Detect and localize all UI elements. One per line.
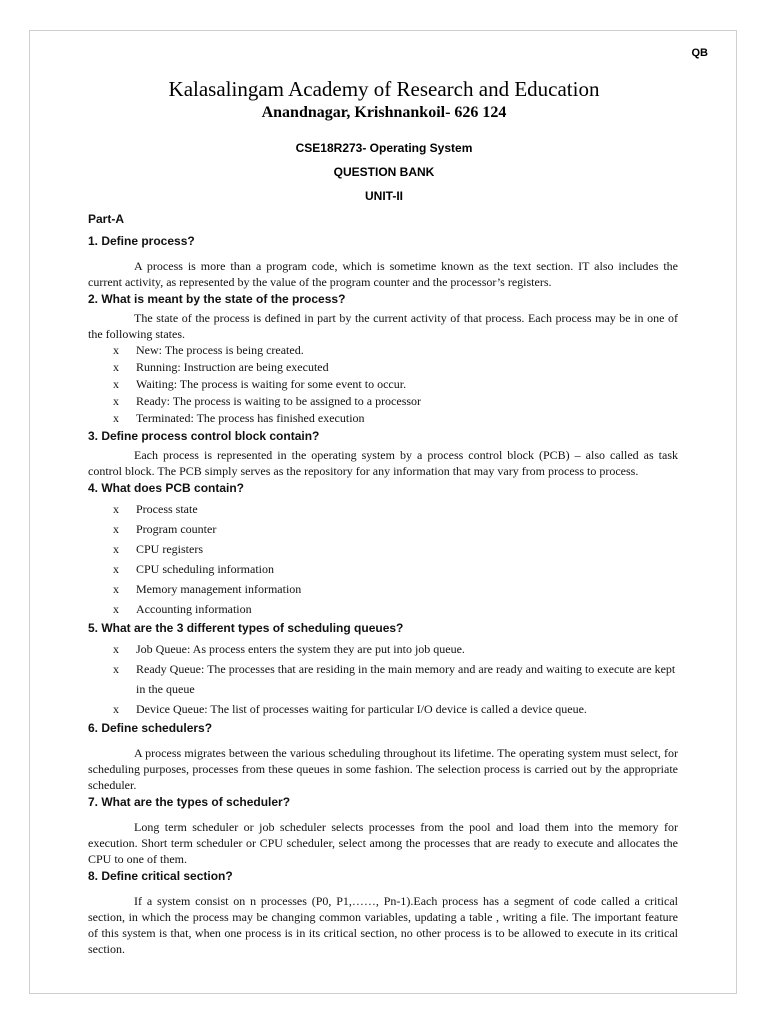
question-title: What is meant by the state of the process? [101,292,346,306]
list-item: x Process state [88,499,678,519]
question-number: 3. [88,429,102,443]
list-item: x Device Queue: The list of processes waiting for particular I/O device is called a device queue. [88,699,678,719]
question-title: Define schedulers? [101,721,213,735]
list-item: x Running: Instruction are being executed [113,360,329,374]
question-heading [88,292,678,307]
bullet-marker: x [113,642,119,656]
list-item: x CPU scheduling information [88,559,678,579]
bullet-marker: x [113,702,119,716]
answer-paragraph: Long term scheduler or job scheduler selects processes from the pool and load them into the memory for execution. Short term scheduler or CPU scheduler, select among the processes that are ready to execute and allocates the CPU to one of them. [88,820,678,866]
list-item: x CPU registers [88,539,678,559]
bullet-marker: x [113,582,119,596]
bullet-list [88,342,678,427]
document-title: QUESTION BANK [333,165,435,179]
question-heading [88,429,678,444]
list-item: x Ready: The process is waiting to be assigned to a processor [113,394,422,408]
bullet-list [88,499,678,619]
list-item: x Program counter [88,519,678,539]
question-number: 2. [88,292,102,306]
bullet-marker: x [113,360,119,374]
bullet-marker: x [113,411,119,425]
question-title: What are the types of scheduler? [101,795,291,809]
question-heading [88,721,678,736]
bullet-marker: x [113,343,119,357]
question-title: What are the 3 different types of scheduling queues? [101,621,404,635]
bullet-marker: x [113,562,119,576]
institution-address: Anandnagar, Krishnankoil- 626 124 [261,104,507,121]
list-item: x New: The process is being created. [113,343,304,357]
answer-paragraph: A process migrates between the various scheduling throughout its lifetime. The operating system must select, for scheduling purposes, processes from these queues in some fashion. The selection process is carried out by the appropriate scheduler. [88,746,678,792]
answer-paragraph: A process is more than a program code, which is sometime known as the text section. IT also includes the current activity, as represented by the value of the program counter and the processor’s registers. [88,259,678,289]
question-heading [88,234,678,249]
course-title: CSE18R273- Operating System [295,141,473,155]
question-heading [88,621,678,636]
bullet-marker: x [113,394,119,408]
bullet-marker: x [113,602,119,616]
institution-name: Kalasalingam Academy of Research and Education [168,77,600,101]
answer-paragraph: Each process is represented in the operating system by a process control block (PCB) – also called as task control block. The PCB simply serves as the repository for any information that may vary from process to process. [88,448,678,478]
unit-heading: UNIT-II [365,189,403,203]
question-heading [88,481,678,496]
question-number: 6. [88,721,102,735]
bullet-list [88,639,678,719]
bullet-marker: x [113,542,119,556]
question-number: 8. [88,869,102,883]
list-item: x Accounting information [88,599,678,619]
question-number: 4. [88,481,102,495]
question-heading [88,869,678,884]
question-heading [88,795,678,810]
list-item: x Ready Queue: The processes that are residing in the main memory and are ready and waiting to execute are kept in the queue [88,659,678,699]
corner-label: QB [691,47,708,59]
part-heading: Part-A [88,212,125,226]
bullet-marker: x [113,662,119,676]
list-item: x Waiting: The process is waiting for some event to occur. [113,377,407,391]
bullet-marker: x [113,377,119,391]
question-bank-content [88,212,678,957]
question-number: 7. [88,795,102,809]
answer-paragraph: If a system consist on n processes (P0, P1,……, Pn-1).Each process has a segment of code called a critical section, in which the process may be changing common variables, updating a table , writing a file. The important feature of this system is that, when one process is in its critical section, no other process is to be allowed to execute in its critical section. [88,894,678,956]
question-title: What does PCB contain? [101,481,245,495]
question-number: 1. [88,234,102,248]
list-item: x Terminated: The process has finished execution [113,411,365,425]
question-title: Define process? [101,234,195,248]
bullet-marker: x [113,522,119,536]
list-item: x Job Queue: As process enters the system they are put into job queue. [88,639,678,659]
answer-paragraph: The state of the process is defined in part by the current activity of that process. Each process may be in one of the following states. [88,311,678,341]
bullet-marker: x [113,502,119,516]
question-title: Define critical section? [101,869,233,883]
question-title: Define process control block contain? [101,429,320,443]
question-number: 5. [88,621,102,635]
list-item: x Memory management information [88,579,678,599]
